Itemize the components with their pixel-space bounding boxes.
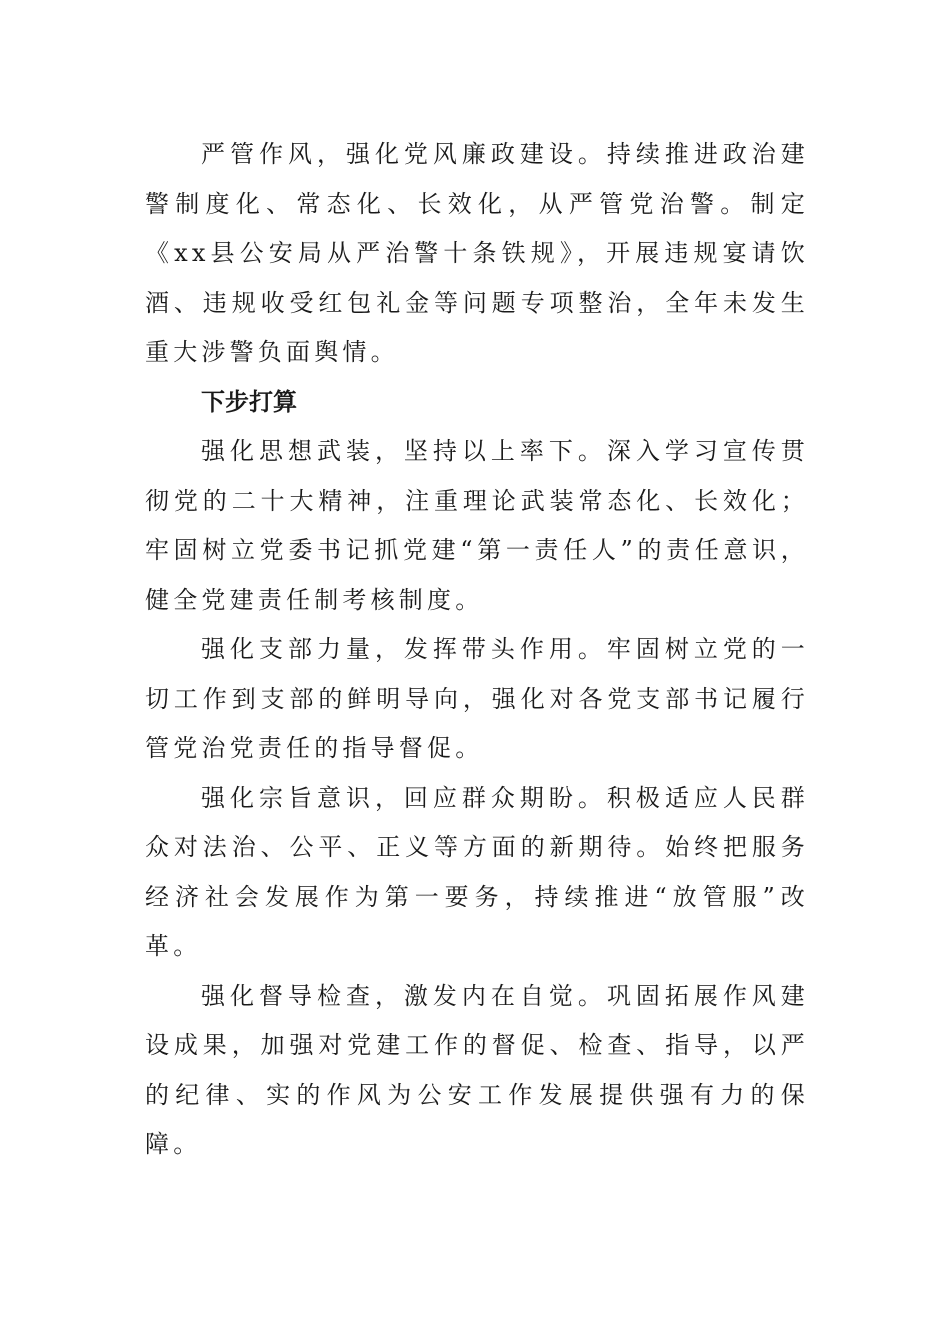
paragraph-purpose: 强化宗旨意识，回应群众期盼。积极适应人民群众对法治、公平、正义等方面的新期待。始终把服务经济社会发展作为第一要务，持续推进“放管服”改革。 bbox=[145, 783, 809, 960]
paragraph-branch-strength: 强化支部力量，发挥带头作用。牢固树立党的一切工作到支部的鲜明导向，强化对各党支部书记履行管党治党责任的指导督促。 bbox=[145, 635, 809, 762]
paragraph-supervision: 强化督导检查，激发内在自觉。巩固拓展作风建设成果，加强对党建工作的督促、检查、指导，以严的纪律、实的作风为公安工作发展提供强有力的保障。 bbox=[145, 981, 809, 1158]
paragraph-ideology: 强化思想武装，坚持以上率下。深入学习宣传贯彻党的二十大精神，注重理论武装常态化、长效化；牢固树立党委书记抓党建“第一责任人”的责任意识，健全党建责任制考核制度。 bbox=[145, 437, 809, 614]
paragraph-discipline: 严管作风，强化党风廉政建设。持续推进政治建警制度化、常态化、长效化，从严管党治警。制定《xx县公安局从严治警十条铁规》，开展违规宴请饮酒、违规收受红包礼金等问题专项整治，全年未发生重大涉警负面舆情。 bbox=[145, 140, 809, 366]
section-heading-next-steps: 下步打算 bbox=[201, 387, 297, 416]
document-body bbox=[145, 130, 809, 1170]
